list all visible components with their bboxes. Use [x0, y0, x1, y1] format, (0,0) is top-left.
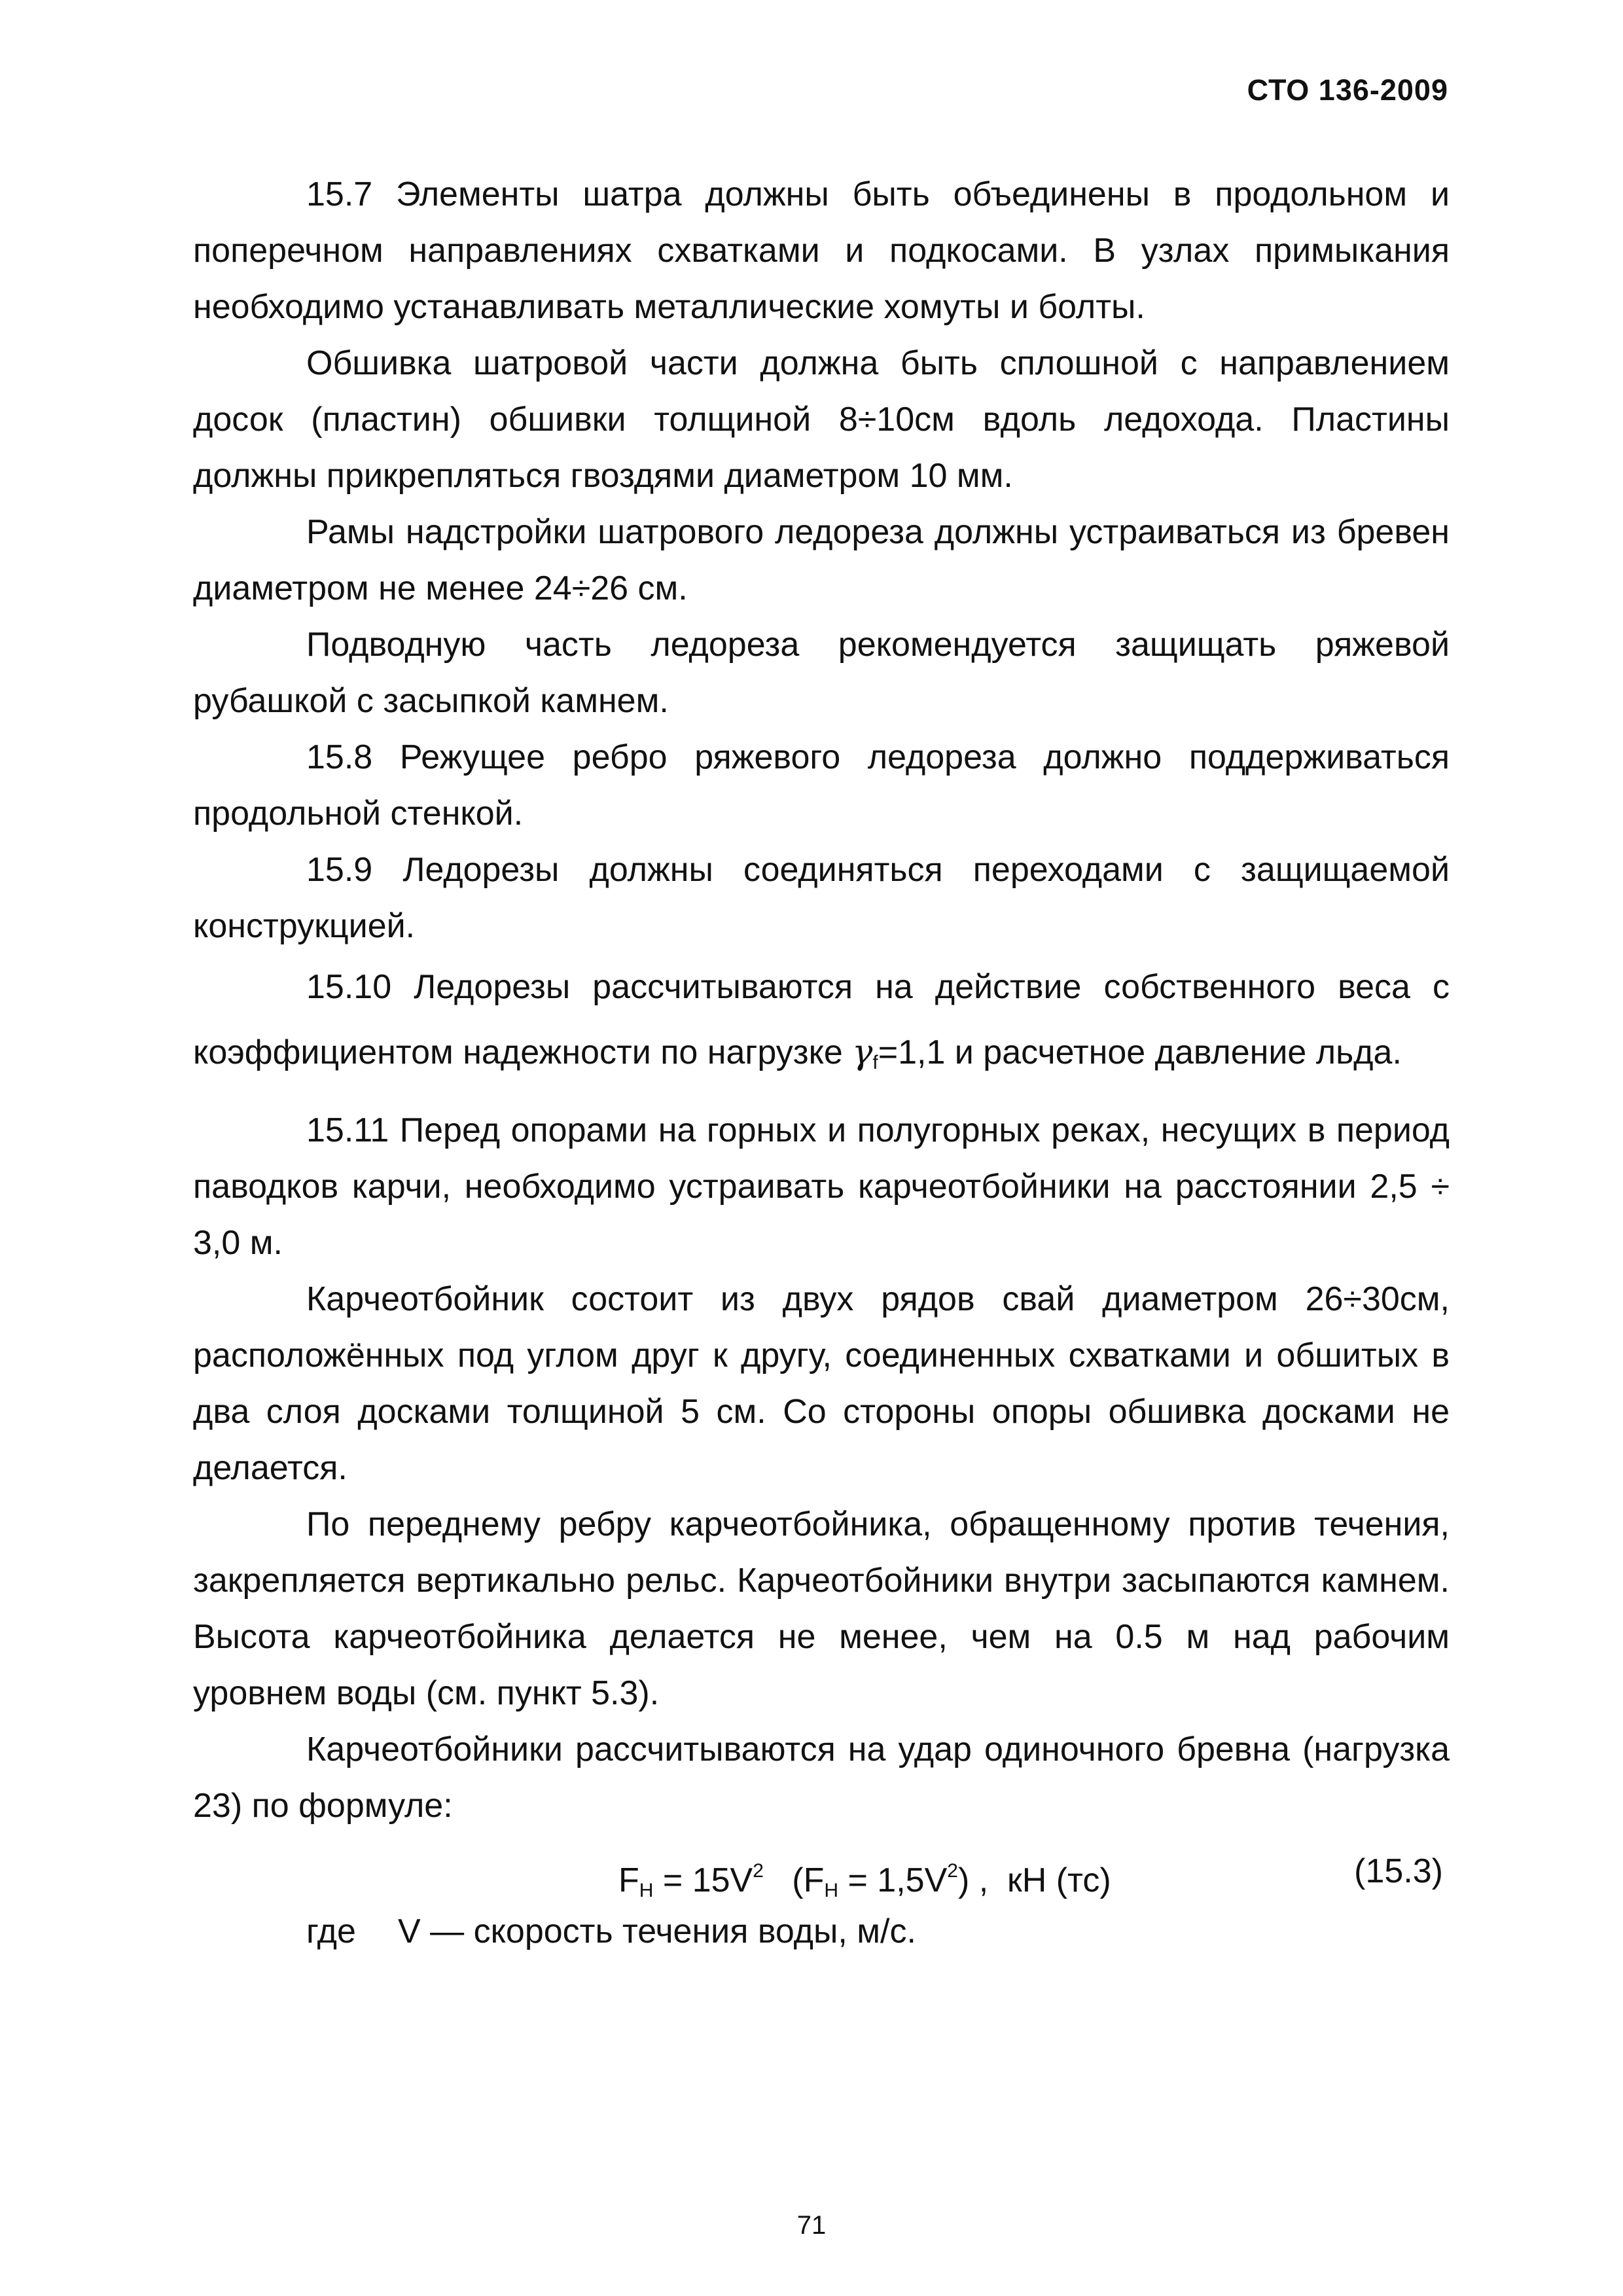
paragraph-underwater: Подводную часть ледореза рекомендуется защищать ряжевой рубашкой с засыпкой камнем.	[193, 626, 1450, 720]
paragraph-15-8: 15.8 Режущее ребро ряжевого ледореза должно поддерживаться продольной стенкой.	[193, 738, 1450, 833]
paragraph-15-11: 15.11 Перед опорами на горных и полугорных реках, несущих в период паводков карчи, необходимо устраивать карчеотбойники на расстоянии 2,5 ÷ 3,0 м.	[193, 1111, 1450, 1262]
formula-15-3: $F_Н = 15V^2$ $(F_Н = 1,5V^2)$ , кН (тс)	[618, 1860, 1111, 1901]
where-label: где	[306, 1912, 356, 1950]
page-number: 71	[796, 2211, 827, 2240]
paragraph-15-10	[193, 954, 1450, 1096]
formula-line	[193, 1843, 1450, 1909]
paragraph-15-7: 15.7 Элементы шатра должны быть объединены в продольном и поперечном направлениях схватками и подкосами. В узлах примыкания необходимо устанавливать металлические хомуты и болты.	[193, 175, 1450, 326]
formula-number: (15.3)	[1354, 1852, 1443, 1890]
paragraph-sheathing: Обшивка шатровой части должна быть сплошной с направлением досок (пластин) обшивки толщиной 8÷10см вдоль ледохода. Пластины должны прикрепляться гвоздями диаметром 10 мм.	[193, 344, 1450, 495]
paragraph-15-10-text: 15.10 Ледорезы рассчитываются на действие собственного веса с коэффициентом надежности по нагрузке	[193, 968, 1450, 1071]
paragraph-15-9: 15.9 Ледорезы должны соединяться переходами с защищаемой конструкцией.	[193, 851, 1450, 945]
paragraph-frames: Рамы надстройки шатрового ледореза должны устраиваться из бревен диаметром не менее 24÷26 см.	[193, 513, 1450, 607]
body-text	[193, 166, 1450, 1960]
document-code: СТО 136-2009	[1247, 73, 1448, 107]
paragraph-rail: По переднему ребру карчеотбойника, обращенному против течения, закрепляется вертикально рельс. Карчеотбойники внутри засыпаются камнем. Высота карчеотбойника делается не менее, чем на 0.5 м над рабочим уровнем воды (см. пункт 5.3).	[193, 1505, 1450, 1712]
paragraph-debris-catcher: Карчеотбойник состоит из двух рядов свай диаметром 26÷30см, расположённых под углом друг к другу, соединенных схватками и обшитых в два слоя досками толщиной 5 см. Со стороны опоры обшивка досками не делается.	[193, 1280, 1450, 1487]
paragraph-calculation: Карчеотбойники рассчитываются на удар одиночного бревна (нагрузка 23) по формуле:	[193, 1731, 1450, 1825]
where-definition: V — скорость течения воды, м/с.	[398, 1912, 916, 1950]
gamma-symbol: γ	[852, 1033, 873, 1072]
gamma-subscript: f	[872, 1052, 878, 1073]
where-line	[193, 1903, 1450, 1960]
paragraph-15-10-tail: =1,1 и расчетное давление льда.	[878, 1033, 1402, 1071]
